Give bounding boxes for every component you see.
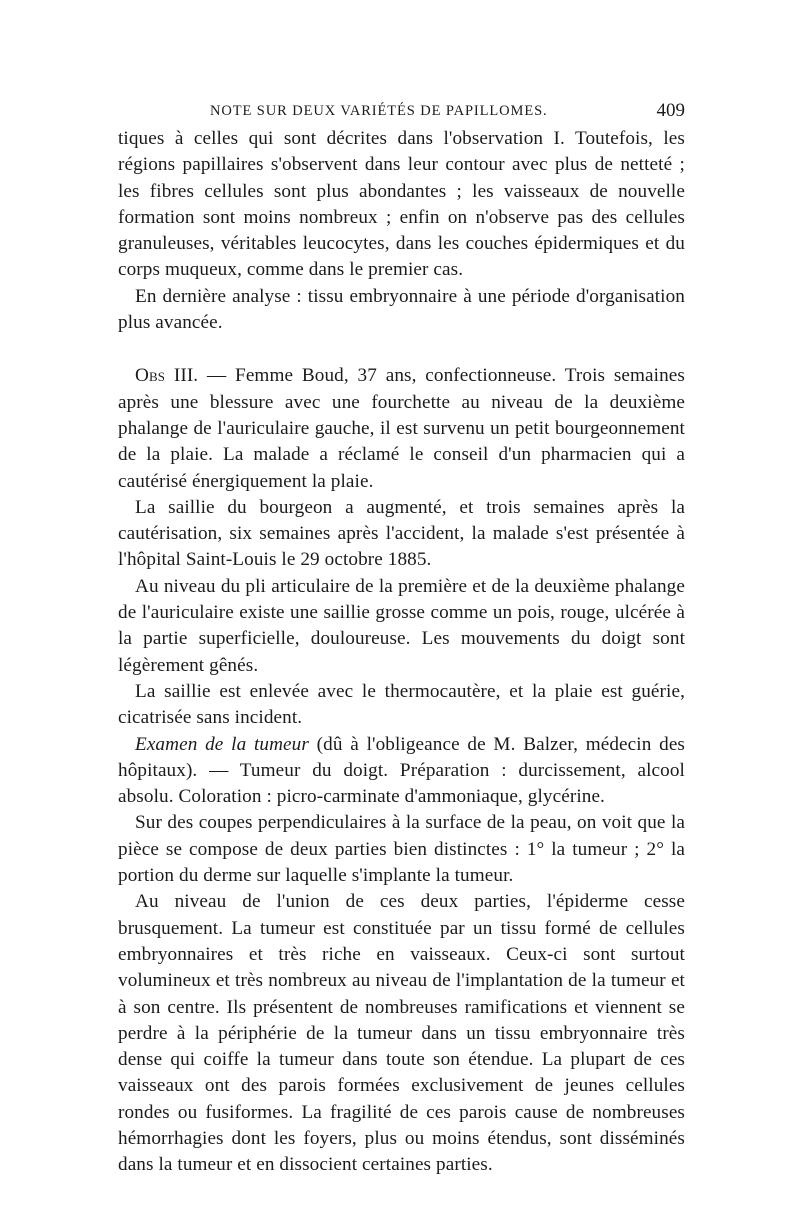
body-text xyxy=(118,126,685,1179)
paragraph-analysis: En dernière analyse : tissu embryonnaire à une période d'organisation plus avancée. xyxy=(118,285,685,334)
paragraph-coupes: Sur des coupes perpendiculaires à la surface de la peau, on voit que la pièce se compose de deux parties bien distinctes : 1° la tumeur ; 2° la portion du derme sur laquelle s'implante la tumeur. xyxy=(118,812,685,887)
page-number: 409 xyxy=(656,100,685,121)
paragraph-bourgeon: La saillie du bourgeon a augmenté, et trois semaines après la cautérisation, six semaines après l'accident, la malade s'est présentée à l'hôpital Saint-Louis le 29 octobre 1885. xyxy=(118,496,685,571)
running-title: NOTE SUR DEUX VARIÉTÉS DE PAPILLOMES. xyxy=(210,103,548,119)
book-page xyxy=(118,96,685,1179)
paragraph-continuation: tiques à celles qui sont décrites dans l'observation I. Toutefois, les régions papillaires s'observent dans leur contour avec plus de netteté ; les fibres cellules sont plus abondantes ; les vaisseaux de nouvelle formation sont moins nombreux ; enfin on n'observe pas des cellules granuleuses, véritables leucocytes, dans les couches épidermiques et du corps muqueux, comme dans le premier cas. xyxy=(118,128,685,281)
paragraph-observation-3 xyxy=(118,363,685,494)
examen-text: (dû à l'obligeance de M. Balzer, médecin des hôpitaux). — Tumeur du doigt. Préparation : durcissement, alcool absolu. Coloration : picro-carminate d'ammoniaque, glycérine. xyxy=(118,733,686,808)
paragraph-examen xyxy=(118,732,685,811)
observation-text: — Femme Boud, 37 ans, confectionneuse. Trois semaines après une blessure avec une fourchette au niveau de la deuxième phalange de l'auriculaire gauche, il est survenu un petit bourgeonnement de la plaie. La malade a réclamé le conseil d'un pharmacien qui a cautérisé énergiquement la plaie. xyxy=(118,365,685,492)
paragraph-thermocautere: La saillie est enlevée avec le thermocautère, et la plaie est guérie, cicatrisée sans incident. xyxy=(118,680,685,729)
section-gap xyxy=(118,336,685,363)
paragraph-union: Au niveau de l'union de ces deux parties, l'épiderme cesse brusquement. La tumeur est constituée par un tissu formé de cellules embryonnaires et très riche en vaisseaux. Ceux-ci sont surtout volumineux et très nombreux au niveau de l'implantation de la tumeur et à son centre. Ils présentent de nombreuses ramifications et viennent se perdre à la périphérie de la tumeur dans un tissu embryonnaire très dense qui coiffe la tumeur dans toute son étendue. La plupart de ces vaisseaux ont des parois formées exclusivement de jeunes cellules rondes ou fusiformes. La fragilité de ces parois cause de nombreuses hémorrhagies dont les foyers, plus ou moins étendus, sont disséminés dans la tumeur et en dissocient certaines parties. xyxy=(118,891,685,1176)
examen-label: Examen de la tumeur xyxy=(135,733,309,755)
paragraph-saillie: Au niveau du pli articulaire de la première et de la deuxième phalange de l'auriculaire existe une saillie grosse comme un pois, rouge, ulcérée à la partie superficielle, douloureuse. Les mouvements du doigt sont légèrement gênés. xyxy=(118,575,685,676)
observation-label: Obs III. xyxy=(135,365,199,387)
running-head xyxy=(118,96,685,126)
